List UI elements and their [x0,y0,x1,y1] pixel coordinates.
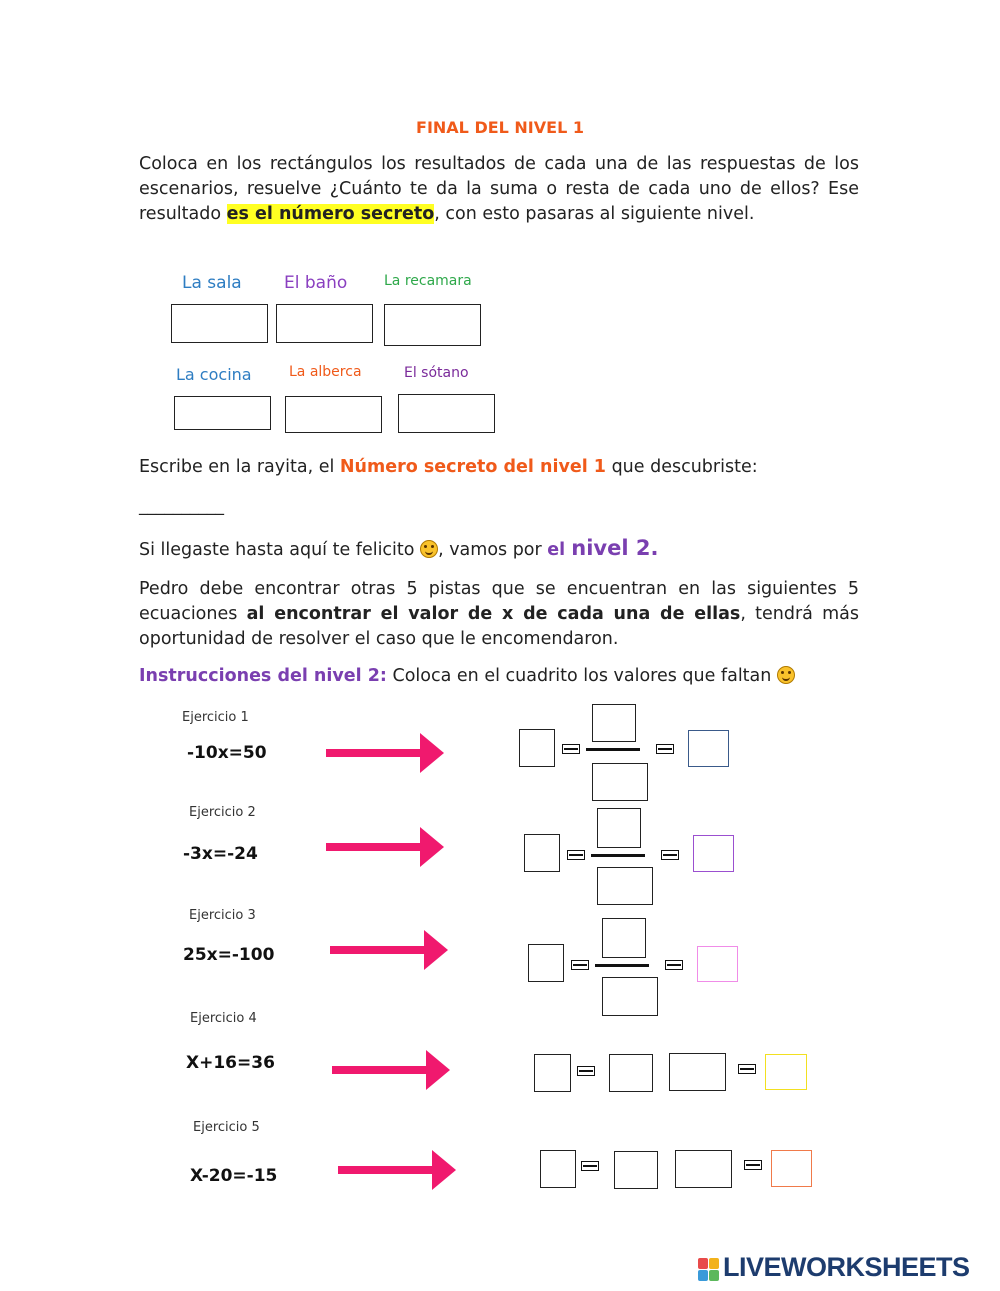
pedro-paragraph [139,577,859,652]
exercise-5-label: Ejercicio 5 [193,1120,260,1135]
room-label-bano: El baño [284,273,348,293]
arrow-2 [326,843,422,851]
smile-icon [420,540,438,558]
room-label-cocina: La cocina [176,365,252,384]
ex3-x-box[interactable] [528,944,564,982]
ex1-x-box[interactable] [519,729,555,767]
equals-icon [738,1064,756,1074]
ex4-operation-box[interactable] [669,1053,726,1091]
ex1-denominator-box[interactable] [592,763,648,801]
exercise-4-equation: X+16=36 [186,1053,275,1073]
room-label-recamara: La recamara [384,273,472,289]
exercise-2-equation: -3x=-24 [183,844,258,864]
equals-icon [581,1161,599,1171]
liveworksheets-logo: LIVEWORKSHEETS [723,1252,970,1282]
ex3-numerator-box[interactable] [602,918,646,958]
arrow-5 [338,1166,434,1174]
ex2-x-box[interactable] [524,834,560,872]
pedro-text: Pedro debe encontrar otras 5 pistas que se encuentran en las siguientes 5 ecuaciones [139,579,859,624]
instructions-label: Instrucciones del nivel 2: [139,666,387,686]
ex1-answer-box[interactable] [688,730,729,767]
pedro-bold: al encontrar el valor de x de cada una de ellas [246,604,741,624]
intro-text: Coloca en los rectángulos los resultados de cada una de las respuestas de los escenarios, resuelve ¿Cuánto te da la suma o resta de cada uno de ellos? Ese resultado [139,154,859,224]
equals-icon [665,960,683,970]
ex3-denominator-box[interactable] [602,977,658,1016]
fraction-bar [586,748,640,751]
exercise-5-equation: X-20=-15 [190,1166,278,1186]
room-answer-recamara[interactable] [384,304,481,346]
ex2-denominator-box[interactable] [597,867,653,905]
ex4-term-box[interactable] [609,1054,653,1092]
intro-text-end: , con esto pasaras al siguiente nivel. [434,204,755,224]
ex2-numerator-box[interactable] [597,808,641,848]
room-label-alberca: La alberca [289,364,362,380]
ex5-operation-box[interactable] [675,1150,732,1188]
ex5-x-box[interactable] [540,1150,576,1188]
room-label-sala: La sala [182,273,242,293]
room-answer-sotano[interactable] [398,394,495,433]
arrow-5-head [432,1150,456,1190]
ex1-numerator-box[interactable] [592,704,636,742]
room-answer-alberca[interactable] [285,396,382,433]
ex4-answer-box[interactable] [765,1054,807,1090]
fraction-bar [595,964,649,967]
equals-icon [562,744,580,754]
equals-icon [656,744,674,754]
arrow-1-head [420,733,444,773]
pedro-text-end: , tendrá más oportunidad de resolver el caso que le encomendaron. [139,604,860,649]
congrats-line [139,536,859,563]
secret-instruction [139,455,859,480]
arrow-1 [326,749,422,757]
ex4-x-box[interactable] [534,1054,571,1092]
equals-icon [744,1160,762,1170]
exercise-1-equation: -10x=50 [187,743,267,763]
instructions-line [139,664,859,689]
exercise-3-equation: 25x=-100 [183,945,275,965]
ex5-answer-box[interactable] [771,1150,812,1187]
arrow-4 [332,1066,428,1074]
exercise-2-label: Ejercicio 2 [189,805,256,820]
fraction-bar [591,854,645,857]
ex5-term-box[interactable] [614,1151,658,1189]
secret-answer-line[interactable]: __________ [139,496,224,516]
equals-icon [661,850,679,860]
page-title: FINAL DEL NIVEL 1 [416,118,584,137]
ex3-answer-box[interactable] [697,946,738,982]
equals-icon [571,960,589,970]
intro-highlight: es el número secreto [226,204,435,224]
equals-icon [567,850,585,860]
smile-icon [777,666,795,684]
room-answer-cocina[interactable] [174,396,271,430]
secret-text: Escribe en la rayita, el [139,457,340,477]
arrow-3 [330,946,426,954]
instructions-text: Coloca en el cuadrito los valores que faltan [386,666,777,686]
liveworksheets-logo-icon [698,1258,720,1282]
room-answer-sala[interactable] [171,304,268,343]
ex2-answer-box[interactable] [693,835,734,872]
congrats-mid: , vamos por [438,540,548,560]
arrow-2-head [420,827,444,867]
exercise-4-label: Ejercicio 4 [190,1011,257,1026]
congrats-el: el [547,540,572,560]
room-label-sotano: El sótano [404,365,469,381]
exercise-1-label: Ejercicio 1 [182,710,249,725]
room-answer-bano[interactable] [276,304,373,343]
secret-text-end: que descubriste: [606,457,758,477]
equals-icon [577,1066,595,1076]
congrats-text: Si llegaste hasta aquí te felicito [139,540,421,560]
exercise-3-label: Ejercicio 3 [189,908,256,923]
arrow-3-head [424,930,448,970]
arrow-4-head [426,1050,450,1090]
congrats-nivel: nivel 2. [571,536,659,560]
secret-emph: Número secreto del nivel 1 [339,457,606,477]
intro-paragraph [139,152,859,227]
